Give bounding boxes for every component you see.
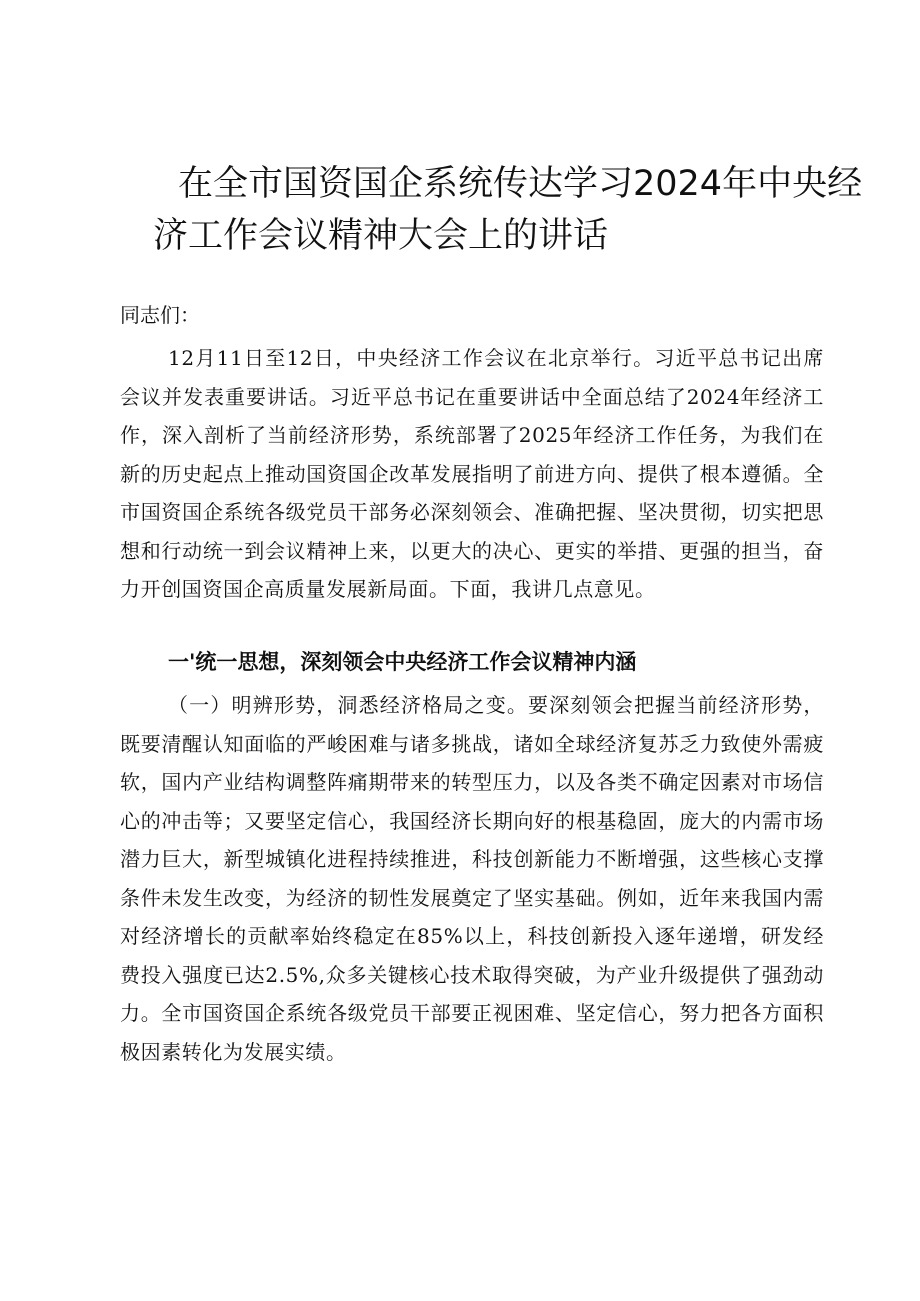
paragraph-intro: 12月11日至12日，中央经济工作会议在北京举行。习近平总书记出席会议并发表重要讲话。习近平总书记在重要讲话中全面总结了2024年经济工作，深入剖析了当前经济形势，系统部署了2025年经济工作任务，为我们在新的历史起点上推动国资国企改革发展指明了前进方向、提供了根本遵循。全市国资国企系统各级党员干部务必深刻领会、准确把握、坚决贯彻，切实把思想和行动统一到会议精神上来，以更大的决心、更实的举措、更强的担当，奋力开创国资国企高质量发展新局面。下面，我讲几点意见。	[120, 346, 824, 601]
section-heading-1: 一'统一思想，深刻领会中央经济工作会议精神内涵	[168, 650, 637, 674]
document-title-line-1: 在全市国资国企系统传达学习2024年中央经	[178, 164, 863, 204]
paragraph-section-1-1: （一）明辨形势，洞悉经济格局之变。要深刻领会把握当前经济形势，既要清醒认知面临的严峻困难与诸多挑战，诸如全球经济复苏乏力致使外需疲软，国内产业结构调整阵痛期带来的转型压力，以及各类不确定因素对市场信心的冲击等；又要坚定信心，我国经济长期向好的根基稳固，庞大的内需市场潜力巨大，新型城镇化进程持续推进，科技创新能力不断增强，这些核心支撑条件未发生改变，为经济的韧性发展奠定了坚实基础。例如，近年来我国内需对经济增长的贡献率始终稳定在85%以上，科技创新投入逐年递增，研发经费投入强度已达2.5%,众多关键核心技术取得突破，为产业升级提供了强劲动力。全市国资国企系统各级党员干部要正视困难、坚定信心，努力把各方面积极因素转化为发展实绩。	[120, 693, 824, 1064]
document-title-line-2: 济工作会议精神大会上的讲话	[153, 216, 609, 256]
document-title	[100, 158, 863, 262]
salutation: 同志们：	[120, 303, 200, 327]
